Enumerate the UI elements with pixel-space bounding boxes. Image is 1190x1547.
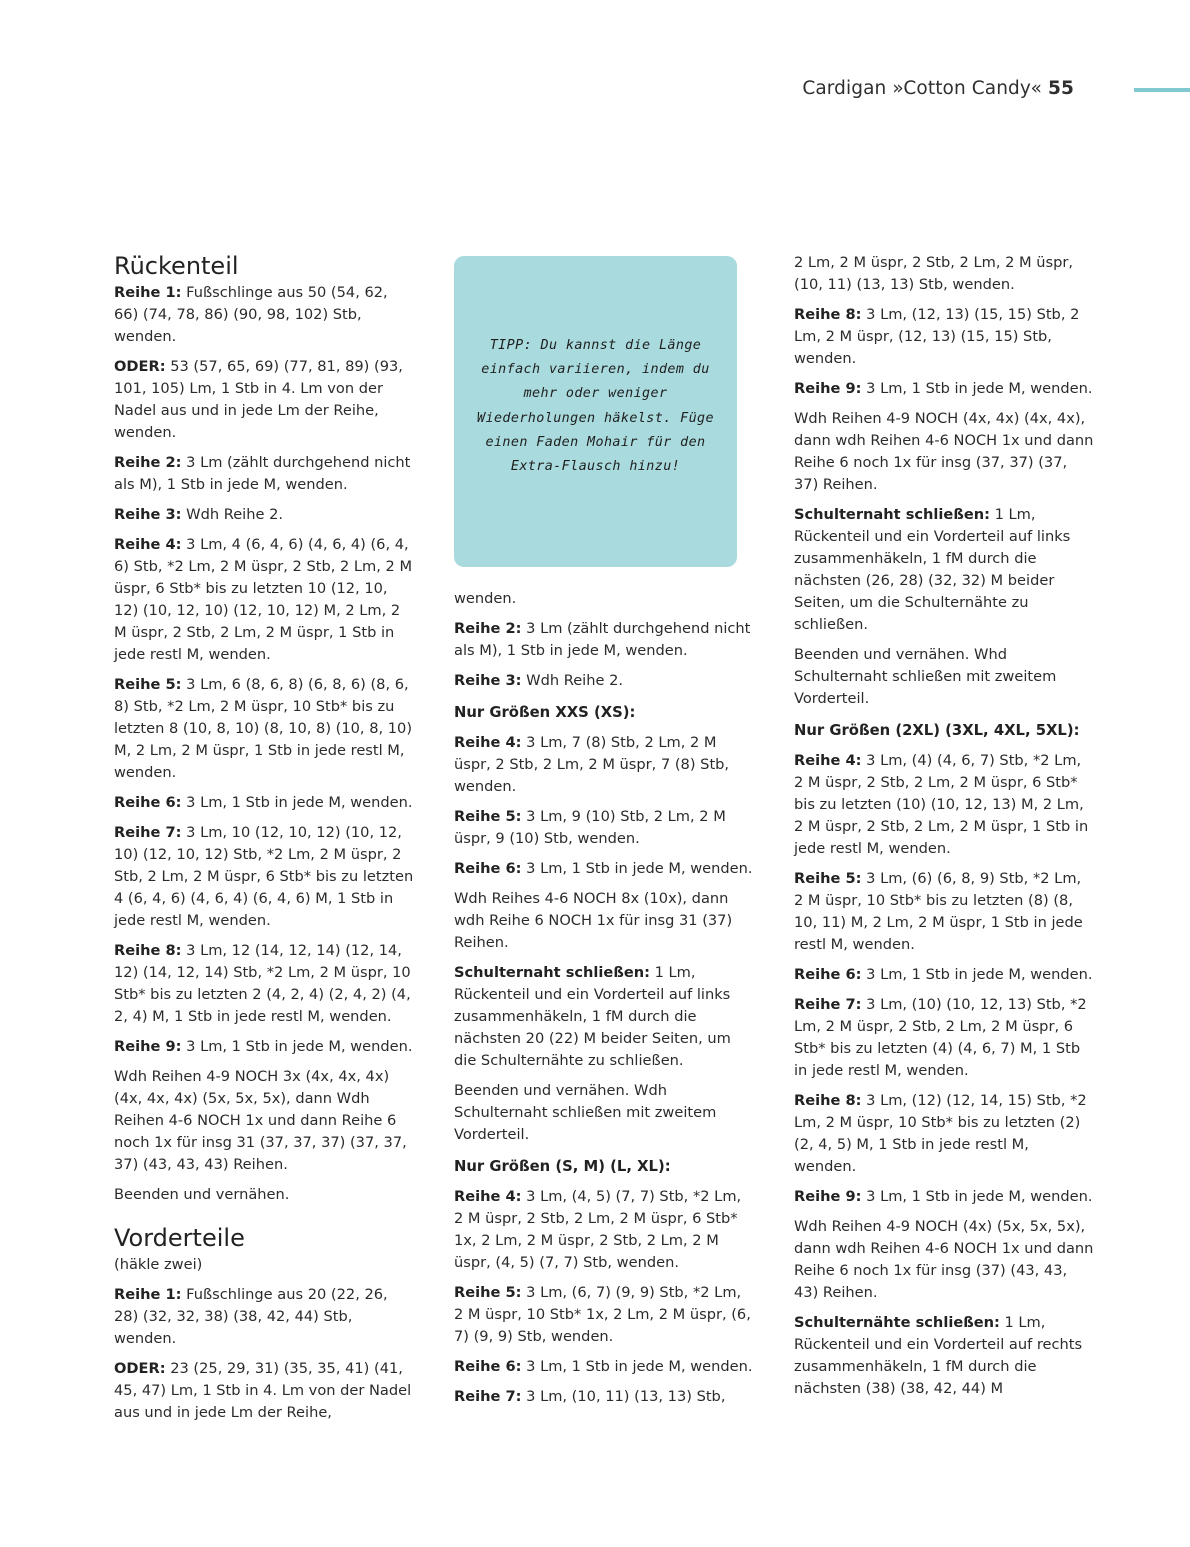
column-right (794, 252, 1094, 1408)
paragraph: Reihe 2: 3 Lm (zählt durchgehend nicht als M), 1 Stb in jede M, wenden. (114, 454, 411, 493)
paragraph: Reihe 4: 3 Lm, (4) (4, 6, 7) Stb, *2 Lm, 2 M üspr, 2 Stb, 2 Lm, 2 M üspr, 6 Stb* bis zu letzten (10) (10, 12, 13) M, 2 Lm, 2 M üspr, 2 Stb, 2 Lm, 2 M üspr, 1 Stb in jede restl M, wenden. (794, 752, 1089, 857)
paragraph: Schulternähte schließen: 1 Lm, Rückenteil und ein Vorderteil auf rechts zusammenhäkeln, 1 fM durch die nächsten (38) (38, 42, 44) M (794, 1314, 1083, 1397)
paragraph: Reihe 7: 3 Lm, 10 (12, 10, 12) (10, 12, 10) (12, 10, 12) Stb, *2 Lm, 2 M üspr, 2 Stb, 2 Lm, 2 M üspr, 6 Stb* bis zu letzten 4 (6, 4, 6) (4, 6, 4) (6, 4, 6) M, 1 Stb in jede restl M, wenden. (114, 824, 414, 929)
running-header (802, 78, 1074, 99)
paragraph: Reihe 6: 3 Lm, 1 Stb in jede M, wenden. (794, 966, 1093, 983)
paragraph: Reihe 6: 3 Lm, 1 Stb in jede M, wenden. (454, 1358, 753, 1375)
paragraph: Reihe 9: 3 Lm, 1 Stb in jede M, wenden. (794, 1188, 1093, 1205)
paragraph: Reihe 7: 3 Lm, (10, 11) (13, 13) Stb, (454, 1388, 726, 1405)
paragraph: Beenden und vernähen. Whd Schulternaht schließen mit zweitem Vorderteil. (794, 646, 1057, 707)
paragraph: Reihe 6: 3 Lm, 1 Stb in jede M, wenden. (454, 860, 753, 877)
subheading-s-m-l-xl: Nur Größen (S, M) (L, XL): (454, 1158, 671, 1175)
paragraph: Reihe 4: 3 Lm, 7 (8) Stb, 2 Lm, 2 M üspr, 2 Stb, 2 Lm, 2 M üspr, 7 (8) Stb, wenden. (454, 734, 730, 795)
paragraph: Schulternaht schließen: 1 Lm, Rückenteil und ein Vorderteil auf links zusammenhäkeln, 1 fM durch die nächsten 20 (22) M beider Seiten, um die Schulternähte zu schließen. (454, 964, 731, 1069)
paragraph: Beenden und vernähen. (114, 1186, 290, 1203)
paragraph: Reihe 5: 3 Lm, 9 (10) Stb, 2 Lm, 2 M üspr, 9 (10) Stb, wenden. (454, 808, 726, 847)
paragraph: ODER: 53 (57, 65, 69) (77, 81, 89) (93, 101, 105) Lm, 1 Stb in 4. Lm von der Nadel aus und in jede Lm der Reihe, wenden. (114, 358, 403, 441)
paragraph: Reihe 8: 3 Lm, 12 (14, 12, 14) (12, 14, 12) (14, 12, 14) Stb, *2 Lm, 2 M üspr, 10 Stb* bis zu letzten 2 (4, 2, 4) (2, 4, 2) (4, 2, 4) M, 1 Stb in jede restl M, wenden. (114, 942, 411, 1025)
paragraph: Wdh Reihen 4-9 NOCH (4x, 4x) (4x, 4x), dann wdh Reihen 4-6 NOCH 1x und dann Reihe 6 noch 1x für insg (37, 37) (37, 37) Reihen. (794, 410, 1094, 493)
paragraph: Reihe 5: 3 Lm, 6 (8, 6, 8) (6, 8, 6) (8, 6, 8) Stb, *2 Lm, 2 M üspr, 10 Stb* bis zu letzten 8 (10, 8, 10) (8, 10, 8) (10, 8, 10) M, 2 Lm, 2 M üspr, 1 Stb in jede restl M, wenden. (114, 676, 413, 781)
paragraph: Reihe 5: 3 Lm, (6) (6, 8, 9) Stb, *2 Lm, 2 M üspr, 10 Stb* bis zu letzten (8) (8, 10, 11) M, 2 Lm, 2 M üspr, 1 Stb in jede restl M, wenden. (794, 870, 1083, 953)
column-left (114, 252, 414, 1432)
paragraph: Wdh Reihen 4-9 NOCH 3x (4x, 4x, 4x) (4x, 4x, 4x) (5x, 5x, 5x), dann Wdh Reihen 4-6 NOCH 1x und dann Reihe 6 noch 1x für insg 31 (37, 37, 37) (37, 37, 37) (43, 43, 43) Reihen. (114, 1068, 407, 1173)
tip-box (454, 256, 737, 567)
subheading-2xl-5xl: Nur Größen (2XL) (3XL, 4XL, 5XL): (794, 722, 1080, 739)
paragraph: Reihe 9: 3 Lm, 1 Stb in jede M, wenden. (794, 380, 1093, 397)
paragraph: Reihe 2: 3 Lm (zählt durchgehend nicht als M), 1 Stb in jede M, wenden. (454, 620, 751, 659)
paragraph: Reihe 9: 3 Lm, 1 Stb in jede M, wenden. (114, 1038, 413, 1055)
paragraph: Reihe 4: 3 Lm, (4, 5) (7, 7) Stb, *2 Lm, 2 M üspr, 2 Stb, 2 Lm, 2 M üspr, 6 Stb* 1x, 2 Lm, 2 M üspr, 2 Stb, 2 Lm, 2 M üspr, (4, 5) (7, 7) Stb, wenden. (454, 1188, 742, 1271)
paragraph: Reihe 3: Wdh Reihe 2. (114, 506, 284, 523)
paragraph: Reihe 3: Wdh Reihe 2. (454, 672, 624, 689)
paragraph: Reihe 8: 3 Lm, (12, 13) (15, 15) Stb, 2 Lm, 2 M üspr, (12, 13) (15, 15) Stb, wenden. (794, 306, 1080, 367)
accent-bar (1134, 88, 1190, 92)
paragraph: Wdh Reihen 4-9 NOCH (4x) (5x, 5x, 5x), dann wdh Reihen 4-6 NOCH 1x und dann Reihe 6 noch 1x für insg (37) (43, 43, 43) Reihen. (794, 1218, 1094, 1301)
paragraph: 2 Lm, 2 M üspr, 2 Stb, 2 Lm, 2 M üspr, (10, 11) (13, 13) Stb, wenden. (794, 254, 1074, 293)
subheading-xxs-xs: Nur Größen XXS (XS): (454, 704, 636, 721)
paragraph: Schulternaht schließen: 1 Lm, Rückenteil und ein Vorderteil auf links zusammenhäkeln, 1 fM durch die nächsten (26, 28) (32, 32) M beider Seiten, um die Schulternähte zu schließen. (794, 506, 1071, 633)
page-number: 55 (1048, 78, 1074, 99)
paragraph: Reihe 1: Fußschlinge aus 50 (54, 62, 66) (74, 78, 86) (90, 98, 102) Stb, wenden. (114, 284, 388, 345)
tip-text: TIPP: Du kannst die Länge einfach variieren, indem du mehr oder weniger Wiederholungen häkelst. Füge einen Faden Mohair für den Extra-Flausch hinzu! (477, 337, 714, 475)
column-middle (454, 588, 754, 1416)
paragraph: Reihe 7: 3 Lm, (10) (10, 12, 13) Stb, *2 Lm, 2 M üspr, 2 Stb, 2 Lm, 2 M üspr, 6 Stb* bis zu letzten (4) (4, 6, 7) M, 1 Stb in jede restl M, wenden. (794, 996, 1087, 1079)
subnote: (häkle zwei) (114, 1256, 203, 1273)
paragraph: ODER: 23 (25, 29, 31) (35, 35, 41) (41, 45, 47) Lm, 1 Stb in 4. Lm von der Nadel aus und in jede Lm der Reihe, (114, 1360, 412, 1421)
paragraph: Reihe 4: 3 Lm, 4 (6, 4, 6) (4, 6, 4) (6, 4, 6) Stb, *2 Lm, 2 M üspr, 2 Stb, 2 Lm, 2 M üspr, 6 Stb* bis zu letzten 10 (12, 10, 12) (10, 12, 10) (12, 10, 12) M, 2 Lm, 2 M üspr, 2 Stb, 2 Lm, 2 M üspr, 1 Stb in jede restl M, wenden. (114, 536, 413, 663)
paragraph: Reihe 8: 3 Lm, (12) (12, 14, 15) Stb, *2 Lm, 2 M üspr, 10 Stb* bis zu letzten (2) (2, 4, 5) M, 1 Stb in jede restl M, wenden. (794, 1092, 1087, 1175)
paragraph: Reihe 6: 3 Lm, 1 Stb in jede M, wenden. (114, 794, 413, 811)
paragraph: wenden. (454, 590, 517, 607)
header-title: Cardigan »Cotton Candy« (802, 78, 1043, 99)
paragraph: Reihe 1: Fußschlinge aus 20 (22, 26, 28) (32, 32, 38) (38, 42, 44) Stb, wenden. (114, 1286, 388, 1347)
paragraph: Wdh Reihes 4-6 NOCH 8x (10x), dann wdh Reihe 6 NOCH 1x für insg 31 (37) Reihen. (454, 890, 733, 951)
section-heading-rueckenteil: Rückenteil (114, 252, 239, 280)
paragraph: Reihe 5: 3 Lm, (6, 7) (9, 9) Stb, *2 Lm, 2 M üspr, 10 Stb* 1x, 2 Lm, 2 M üspr, (6, 7) (9, 9) Stb, wenden. (454, 1284, 751, 1345)
section-heading-vorderteile: Vorderteile (114, 1224, 245, 1252)
paragraph: Beenden und vernähen. Wdh Schulternaht schließen mit zweitem Vorderteil. (454, 1082, 717, 1143)
